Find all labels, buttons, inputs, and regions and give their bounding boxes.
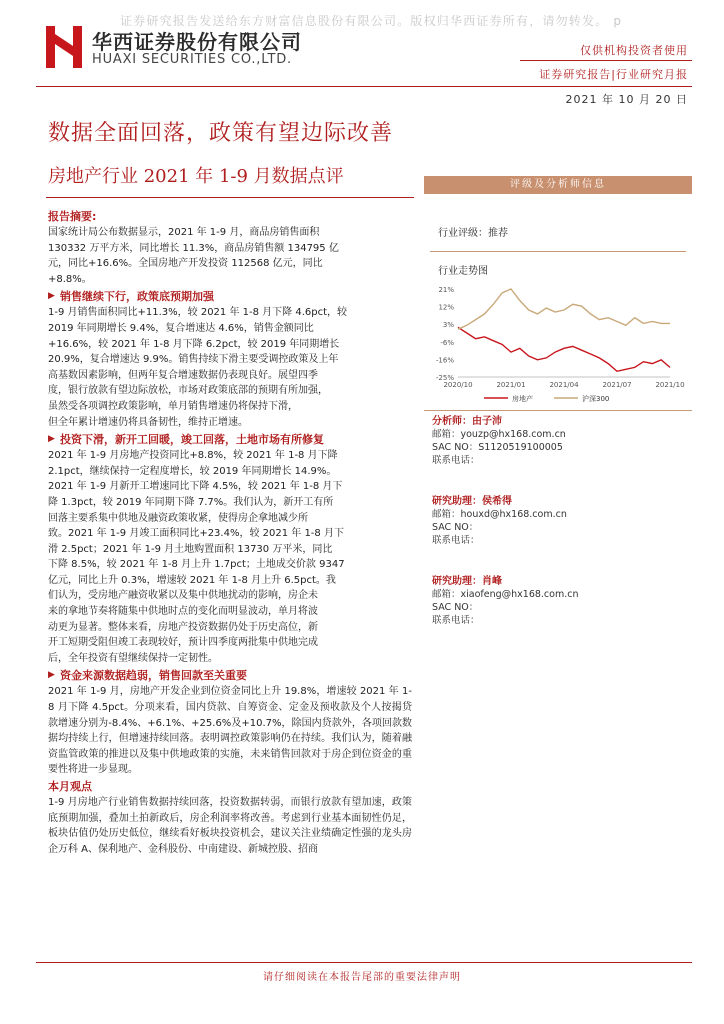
analyst-contacts [424,410,692,627]
body-line: 亿元，同比上升 0.3%，增速较 2021 年 1-8 月上升 6.5pct。我 [48,574,336,586]
analyst-title: 分析师：由子沛 [432,416,502,427]
audience-note: 仅供机构投资者使用 [580,44,688,57]
body-line: 度，银行放款有望边际放松，市场对政策底部的预期有所加强， [48,385,328,397]
watermark-text: 证券研究报告发送给东方财富信息股份有限公司。版权归华西证券所有，请勿转发。 p [120,14,623,28]
body-line: 虽然受各项调控政策影响，单月销售增速仍将保持下滑， [48,400,298,412]
intro-line: +8.8%。 [48,273,92,285]
section-sales-title: ▶ 销售继续下行，政策底预期加强 [48,288,412,305]
industry-rating: 行业评级：推荐 [438,228,508,239]
intro-line: 元，同比+16.6%。全国房地产开发投资 112568 亿元，同比 [48,258,323,270]
x-tick-label: 2021/07 [602,381,632,389]
y-tick-label: -25% [435,374,454,382]
company-name-en: HUAXI SECURITIES CO.,LTD. [92,52,292,67]
company-name-cn: 华西证券股份有限公司 [92,30,302,54]
y-tick-label: -6% [440,338,454,347]
body-line: 开工短期受阻但竣工表现较好，预计四季度两批集中供地完成 [48,637,318,649]
analyst-card [432,415,692,467]
analyst-phone: 联系电话： [432,455,480,466]
section-investment-body [48,448,412,666]
body-line: 2021 年 1-9 月房地产投资同比+8.8%，较 2021 年 1-8 月下降 [48,450,338,462]
huaxi-logo [46,26,82,68]
analyst-email[interactable]: 邮箱：youzp@hx168.com.cn [432,429,566,440]
footer-divider [36,962,692,963]
header-divider [520,60,692,61]
series-line-hs300 [458,289,670,329]
section-investment-title: ▶ 投资下滑，新开工回暖，竣工回落，土地市场有所修复 [48,431,412,448]
assistant-title: 研究助理：侯希得 [432,496,512,507]
sidebar-panel [424,176,692,415]
y-tick-label: 21% [438,286,454,294]
summary-intro [48,225,412,287]
report-summary [48,208,412,857]
body-line: +16.6%，较 2021 年 1-8 月下降 6.2pct，较 2019 年同期增长 [48,338,340,350]
x-tick-label: 2020/10 [443,381,473,389]
body-line: 高基数因素影响，但两年复合增速数据仍表现良好。展望四季 [48,369,318,381]
series-line-real-estate [458,327,670,371]
body-line: 来的拿地节奏将随集中供地时点的变化而明显波动，单月将波 [48,606,318,618]
intro-line: 130332 万平方米，同比增长 11.3%，商品房销售额 134795 亿 [48,242,339,254]
body-line: 降 1.3pct，较 2019 年同期下降 7.7%。我们认为，新开工有所 [48,496,334,508]
sub-title: 房地产行业 2021 年 1-9 月数据点评 [48,166,344,187]
intro-line: 国家统计局公布数据显示，2021 年 1-9 月，商品房销售面积 [48,227,320,238]
body-line: 20.9%，复合增速达 9.9%。销售持续下滑主要受调控政策及上年 [48,354,339,366]
legal-notice-footer[interactable]: 请仔细阅读在本报告尾部的重要法律声明 [263,972,461,983]
main-title: 数据全面回落，政策有望边际改善 [48,121,394,146]
report-type: 证券研究报告|行业研究月报 [539,68,688,81]
assistant-sac: SAC NO： [432,602,479,613]
y-tick-label: 12% [438,303,454,312]
assistant-sac: SAC NO： [432,522,479,533]
legend-label-real-estate: 房地产 [512,395,533,403]
assistant-title: 研究助理：肖峰 [432,576,502,587]
body-line: 但全年累计增速仍将具备韧性，维持正增速。 [48,416,248,428]
summary-heading: 报告摘要: [48,210,97,223]
assistant-card [432,575,692,627]
trend-chart-svg [424,285,692,415]
body-line: 动更为显著。整体来看，房地产投资数据仍处于历史高位，新 [48,621,318,633]
body-line: 滑 2.5pct；2021 年 1-9 月土地购置面积 13730 万平米，同比 [48,543,333,555]
body-line: 下降 8.5%，较 2021 年 1-8 月上升 1.7pct；土地成交价款 9347 [48,559,345,571]
analyst-sac: SAC NO：S1120519100005 [432,442,563,453]
header-divider [36,86,692,87]
section-view-body: 1-9 月房地产行业销售数据持续回落，投资数据转弱，而银行放款有望加速，政策底预期加强，叠加土拍新政后，房企利润率将改善。考虑到行业基本面韧性仍足，板块估值仍处历史低位，继续看好板块投资机会，建议关注业绩确定性强的龙头房企万科 A、保利地产、金科股份、中南建设、新城控股、招商 [48,797,412,855]
body-line: 2021 年 1-9 月新开工增速同比下降 4.5%，较 2021 年 1-8 月下 [48,481,343,493]
body-line: 致。2021 年 1-9 月竣工面积同比+23.4%，较 2021 年 1-8 月下 [48,528,344,540]
assistant-phone: 联系电话： [432,615,480,626]
y-tick-label: 3% [442,321,454,330]
sidebar-divider [430,251,686,252]
section-view-title: 本月观点 [48,780,92,793]
section-funding-body: 2021 年 1-9 月，房地产开发企业到位资金同比上升 19.8%，增速较 2021 年 1-8 月下降 4.5pct。分项来看，国内贷款、自筹资金、定金及预收款及个人按揭贷款增速分别为-8.4%、+6.1%、+25.6%及+10.7%，除国内贷款外，各项回款数据均持续上行，但增速持续回落。表明调控政策影响仍在持续。我们认为，随着融资监管政策的推进以及集中供地政策的实施，未来销售回款对于房企到位资金的重要性将进一步显现。 [48,686,412,776]
assistant-card [432,495,692,547]
body-line: 2019 年同期增长 9.4%，复合增速达 4.6%，销售金额同比 [48,322,314,334]
body-line: 回落主要系集中供地及融资政策收紧，使得房企拿地减少所 [48,512,308,524]
assistant-email[interactable]: 邮箱：xiaofeng@hx168.com.cn [432,589,579,600]
title-divider [46,197,414,198]
trend-chart [424,285,692,415]
y-tick-label: -16% [435,356,454,365]
panel-title: 评级及分析师信息 [424,176,692,194]
body-line: 2.1pct，继续保持一定程度增长，较 2019 年同期增长 14.9%。 [48,465,337,477]
x-tick-label: 2021/10 [655,381,685,389]
section-funding-title: ▶ 资金来源数据趋弱，销售回款至关重要 [48,667,412,684]
trend-chart-title: 行业走势图 [438,266,488,277]
section-sales-body [48,305,412,430]
report-date: 2021 年 10 月 20 日 [565,93,688,106]
body-line: 后，全年投资有望继续保持一定韧性。 [48,652,218,664]
x-tick-label: 2021/04 [549,381,579,389]
assistant-email[interactable]: 邮箱：houxd@hx168.com.cn [432,509,567,520]
assistant-phone: 联系电话： [432,535,480,546]
legend-label-hs300: 沪深300 [582,395,610,403]
body-line: 1-9 月销售面积同比+11.3%，较 2021 年 1-8 月下降 4.6pct，较 [48,307,348,319]
x-tick-label: 2021/01 [496,381,526,389]
body-line: 们认为，受房地产融资收紧以及集中供地扰动的影响，房企未 [48,590,318,602]
